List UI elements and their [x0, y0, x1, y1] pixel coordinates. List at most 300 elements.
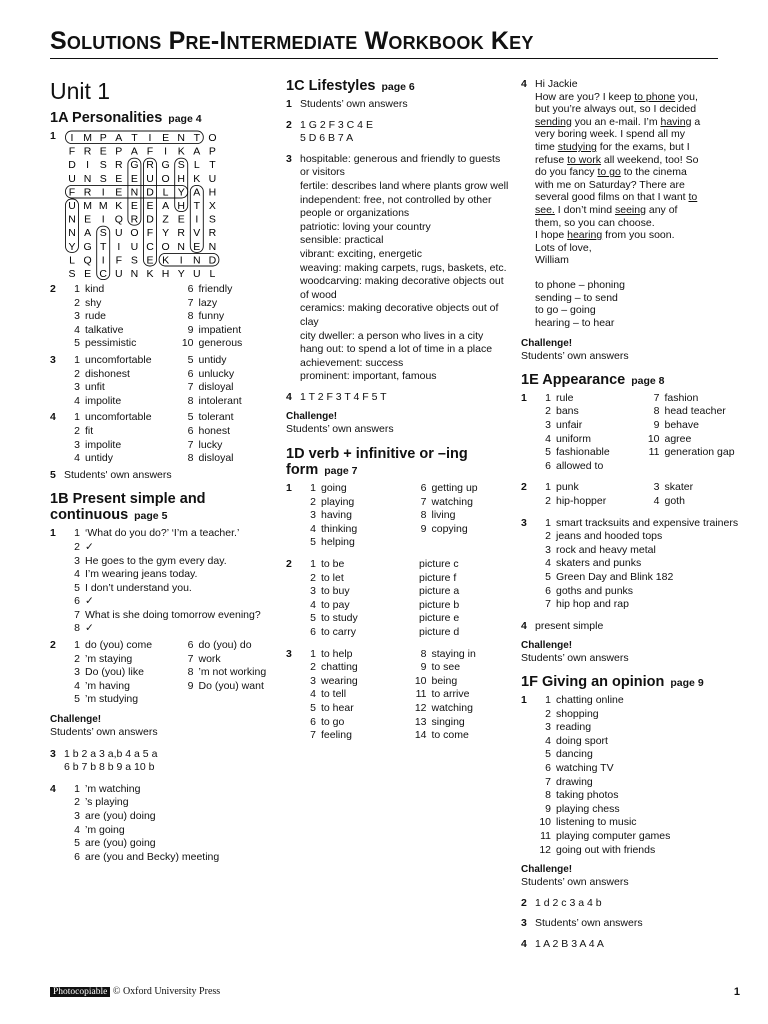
answer-text: fashion	[664, 391, 699, 404]
wordsearch-letter: S	[208, 213, 216, 226]
item-number: 5	[74, 837, 80, 850]
answer-row	[535, 762, 743, 776]
answer-text: singing	[431, 715, 465, 728]
item-number: 7	[310, 729, 316, 742]
item-number: 5	[74, 581, 80, 594]
definition-line: city dweller: a person who lives in a city	[300, 329, 484, 342]
wordsearch-letter: S	[99, 159, 107, 172]
wordsearch-letter: K	[146, 268, 154, 280]
answer-row	[300, 536, 512, 550]
answer-text: to arrive	[431, 688, 470, 701]
wordsearch-letter: P	[99, 132, 107, 144]
answer-text: chatting online	[556, 693, 624, 706]
challenge-answer: Students’ own answers	[521, 350, 629, 363]
item-number: 6	[545, 459, 551, 472]
answer-row	[300, 702, 512, 716]
answer-row	[535, 844, 743, 858]
answer-text: doing sport	[556, 734, 608, 747]
answer-text: tolerant	[198, 411, 234, 424]
item-number: 6	[74, 595, 80, 608]
answer-text: being	[431, 674, 458, 687]
definition-line: woodcarving: making decorative objects out of wood	[300, 275, 504, 301]
corrections-list	[535, 279, 743, 329]
item-number: 2	[545, 707, 551, 720]
answer-text: behave	[664, 419, 699, 432]
section-heading-1a: 1A Personalities page 4	[50, 110, 202, 126]
wordsearch-letter: I	[148, 132, 152, 144]
wordsearch-letter: Y	[68, 240, 76, 253]
item-number: 3	[653, 481, 660, 494]
answer-text	[665, 460, 744, 474]
letter-line: see. I don’t mind seeing any of	[535, 203, 678, 216]
answer-text	[199, 693, 283, 707]
item-number: 7	[545, 775, 551, 788]
answer-text: dancing	[556, 748, 593, 761]
answer-text: to carry	[321, 626, 357, 638]
answer-text: going out with friends	[556, 843, 656, 856]
wordsearch-letter: N	[130, 268, 139, 280]
answer-row	[64, 609, 282, 623]
answer-text	[432, 536, 513, 550]
answer-row	[300, 675, 512, 689]
wordsearch-letter: R	[208, 227, 217, 240]
item-number: 5	[187, 411, 194, 424]
answer-text: playing chess	[556, 802, 620, 815]
answer-row	[535, 830, 743, 844]
item-number: 7	[187, 438, 194, 451]
wordsearch-letter: E	[146, 254, 154, 267]
answer-row	[64, 639, 282, 653]
picture-match: picture a	[419, 585, 460, 598]
wordsearch-letter: V	[193, 227, 201, 240]
definition-line: hospitable: generous and friendly to guests or visitors	[300, 152, 501, 179]
wordsearch-letter: I	[195, 213, 199, 226]
item-number: 11	[648, 446, 660, 459]
letter-line: them, so you can choose.	[535, 216, 655, 229]
answer-text: funny	[198, 310, 225, 323]
wordsearch-letter: M	[83, 200, 92, 212]
wordsearch-letter: Y	[161, 227, 169, 240]
definition-line: weaving: making carpets, rugs, baskets, etc.	[300, 261, 507, 274]
exercise-1f-3: 3 Students’ own answers	[521, 917, 643, 930]
wordsearch-letter: M	[83, 132, 92, 144]
wordsearch-letter: F	[68, 186, 76, 199]
item-number: 4	[74, 394, 80, 407]
item-number: 9	[420, 522, 427, 535]
item-number: 1	[545, 391, 551, 404]
wordsearch-letter: L	[162, 186, 169, 199]
item-number: 4	[310, 522, 316, 535]
answer-text: disloyal	[198, 381, 234, 394]
item-number: 5	[310, 612, 316, 625]
challenge-label: Challenge!	[521, 338, 573, 350]
exercise-1a-2: 2 1 kind 6 friendly 2 shy 7 lazy 3 rude 8 funny 4 talkative 9 impatient 5 pessimistic 10 generous	[50, 283, 282, 351]
answer-text: fashionable	[556, 446, 610, 459]
wordsearch-letter: S	[68, 268, 76, 280]
item-number: 2	[545, 405, 551, 418]
wordsearch-letter: M	[98, 200, 108, 212]
letter-greeting: Hi Jackie	[535, 78, 578, 90]
answer-row	[300, 599, 512, 613]
item-number: 4	[545, 734, 551, 747]
answer-row	[64, 425, 282, 439]
item-number: 3	[310, 585, 316, 598]
answer-row	[300, 572, 512, 586]
answer-text: dishonest	[85, 367, 130, 380]
item-number: 2	[74, 296, 80, 309]
answer-text: ’s playing	[85, 796, 129, 809]
wordsearch-letter: N	[68, 227, 76, 240]
answer-text: pessimistic	[85, 337, 137, 350]
definition-line: achievement: success	[300, 356, 404, 369]
answer-text: to buy	[321, 585, 350, 598]
wordsearch-letter: L	[68, 254, 75, 267]
answer-row	[64, 568, 282, 582]
letter-line: do you fancy to go to the cinema	[535, 166, 687, 179]
answer-row	[535, 776, 743, 790]
item-number: 5	[545, 571, 551, 583]
wordsearch-letter: U	[208, 172, 217, 185]
answer-text: punk	[556, 481, 579, 494]
answer-text: shy	[85, 296, 102, 309]
answer-text: untidy	[198, 353, 227, 366]
answer-row	[535, 544, 743, 558]
letter-body	[535, 91, 743, 267]
answer-text: wearing	[321, 674, 358, 687]
wordsearch-letter: O	[208, 132, 217, 144]
item-number	[640, 460, 660, 474]
answer-row	[300, 688, 512, 702]
exercise-1f-1: 1 1 chatting online 2 shopping 3 reading 4 doing sport 5 dancing 6 watching TV 7 drawing 8 taking photos 9 playing chess 10 listening to music 11 playing computer games 12 going out with friends	[521, 694, 743, 857]
letter-line: with me on Saturday? There are	[535, 178, 685, 191]
answer-row	[535, 708, 743, 722]
wordsearch-letter: O	[130, 227, 139, 240]
error-underline: to phone	[634, 90, 676, 103]
exercise-1e-2: 2 1 punk 3 skater 2 hip-hopper 4 goth	[521, 481, 743, 508]
answer-text: thinking	[321, 522, 358, 535]
definition-line: vibrant: exciting, energetic	[300, 247, 422, 260]
answer-text: listening to music	[556, 816, 637, 829]
answer-row	[535, 816, 743, 830]
answer-text: unfit	[85, 381, 105, 394]
item-number: 4	[74, 568, 80, 581]
wordsearch-letter: F	[115, 254, 122, 267]
answer-row	[535, 392, 743, 406]
item-number: 11	[540, 829, 551, 842]
challenge-label: Challenge!	[286, 411, 338, 423]
item-number: 2	[310, 495, 316, 508]
wordsearch-letter: U	[146, 172, 154, 185]
answer-text: impolite	[85, 438, 122, 451]
answer-row	[300, 558, 512, 572]
wordsearch-letter: I	[179, 254, 183, 267]
wordsearch-letter: A	[83, 227, 91, 240]
answer-text: are (you) doing	[85, 810, 156, 822]
answer-row	[300, 661, 512, 675]
answer-text: kind	[85, 283, 105, 295]
item-number: 6	[310, 626, 316, 638]
answer-text: agree	[664, 432, 692, 445]
item-number: 3	[310, 509, 316, 522]
item-number	[174, 693, 194, 707]
definition-line: hang out: to spend a lot of time in a place	[300, 343, 493, 356]
wordsearch-letter: U	[130, 240, 139, 253]
exercise-1d-3: 3 1 to help 8 staying in 2 chatting 9 to see 3 wearing 10 being 4 to tell 11 to arrive 5 to hear 12 watching 6 to go 13 singing 7 feeling 14 to come	[286, 648, 512, 743]
answer-row	[535, 460, 743, 474]
answer-row	[64, 851, 282, 865]
correction-line: hearing – to hear	[535, 316, 615, 329]
wordsearch-letter: U	[114, 268, 123, 280]
wordsearch-exercise: 1 I M P A T I E N T O F R E P A F I K A P D I S R G R G S L T U N S E E U O H K U F R I E N D L Y A H U M M K E E A H T X N E I Q R D Z E I S N A S U O F Y R V R Y G T I U C O N E N L Q I F S E K I N D S E C U N K H Y U L	[50, 130, 282, 280]
answer-row	[64, 527, 282, 541]
answer-text: ✓	[85, 622, 94, 635]
item-number: 8	[545, 789, 551, 802]
wordsearch-letter: I	[101, 254, 105, 267]
wordsearch-letter: N	[177, 132, 185, 144]
answer-row	[300, 509, 512, 523]
answer-text: going	[321, 482, 347, 495]
answer-text: ’m not working	[198, 666, 267, 679]
item-number: 2	[310, 661, 316, 674]
answer-row	[64, 310, 282, 324]
item-number: 8	[653, 405, 660, 418]
exercise-1f-4: 4 1 A 2 B 3 A 4 A	[521, 937, 604, 950]
answer-text: shopping	[556, 707, 599, 720]
error-underline: to	[688, 191, 698, 204]
answer-text: ’m having	[85, 679, 130, 692]
item-number: 3	[545, 543, 551, 556]
answer-text: watching	[431, 495, 473, 508]
publisher-text: © Oxford University Press	[112, 986, 221, 997]
item-number: 4	[74, 823, 80, 836]
wordsearch-letter: Y	[177, 268, 185, 280]
answer-row	[64, 297, 282, 311]
wordsearch-letter: U	[114, 227, 123, 240]
answer-text: bans	[556, 405, 579, 418]
wordsearch-letter: S	[99, 227, 107, 240]
answer-row	[535, 495, 743, 509]
answer-text: Green Day and Blink 182	[556, 571, 674, 583]
answer-text: reading	[556, 721, 592, 734]
section-heading-1f: 1F Giving an opinion page 9	[521, 673, 704, 690]
answer-text: rule	[556, 391, 574, 404]
item-number: 9	[187, 323, 194, 336]
answer-text: smart tracksuits and expensive trainers	[556, 516, 739, 529]
answer-row	[64, 582, 282, 596]
wordsearch-letter: C	[99, 268, 107, 280]
answer-text: to come	[431, 729, 469, 742]
exercise-1f-2: 2 1 d 2 c 3 a 4 b	[521, 896, 602, 909]
answer-row	[300, 648, 512, 662]
answer-text: intolerant	[198, 394, 242, 407]
answer-text: having	[321, 509, 352, 522]
item-number: 5	[310, 536, 316, 549]
item-number: 8	[187, 452, 194, 465]
definition-line: prominent: important, famous	[300, 370, 437, 383]
wordsearch-letter: I	[117, 240, 121, 253]
wordsearch-letter: F	[146, 227, 154, 240]
item-number: 8	[74, 622, 80, 635]
wordsearch-letter: X	[208, 200, 216, 212]
wordsearch-letter: K	[193, 172, 201, 185]
letter-line: several good films on that I want to	[535, 191, 698, 204]
item-number: 2	[74, 540, 80, 553]
exercise-1d-4: 4 Hi Jackie How are you? I keep to phone you, but you’re always out, so I decided sending you an e-mail. I’m having a very boring week. I spend all my time studying for the exams, but I refuse to work all weekend, too! So do you fancy to go to the cinema with me on Saturday? There are several good films on that I want to see. I don’t mind seeing any of them, so you can choose. I hope hearing from you soon. Lots of love, William to phone – phoning sending – to send to go – going hearing – to hear	[521, 78, 743, 329]
answer-row	[300, 626, 512, 640]
answer-row	[64, 337, 282, 351]
page-number: 1	[733, 986, 740, 998]
wordsearch-letter: Y	[177, 186, 185, 199]
item-number: 1	[74, 639, 80, 652]
answer-row	[535, 557, 743, 571]
answer-row	[64, 354, 282, 368]
answer-text: copying	[431, 522, 468, 535]
picture-match: picture d	[419, 626, 460, 638]
definition-line: sensible: practical	[300, 234, 384, 247]
challenge-label: Challenge!	[521, 640, 573, 652]
item-number: 4	[310, 598, 316, 611]
exercise-1c-3: 3 hospitable: generous and friendly to guests or visitors fertile: describes land where plants grow well independent: free, not controlled by other people or organizations patriotic: loving your country sensible: practical vibrant: exciting, energetic weaving: making carpets, rugs, baskets, etc. woodcarving: making decorative objects out of wood ceramics: making decorative objects out of clay city dweller: a person who lives in a city hang out: to spend a lot of time in a place achievement: success prominent: important, famous	[286, 153, 512, 384]
error-underline: sending	[535, 115, 572, 128]
wordsearch-letter: N	[83, 172, 92, 185]
answer-row	[300, 496, 512, 510]
letter-line: time studying for the exams, but I	[535, 140, 690, 153]
exercise-1e-3: 3 1 smart tracksuits and expensive trainers 2 jeans and hooded tops 3 rock and heavy metal 4 skaters and punks 5 Green Day and Blink 182 6 goths and punks 7 hip hop and rap	[521, 517, 743, 612]
letter-line: How are you? I keep to phone you,	[535, 90, 698, 103]
answer-row	[300, 585, 512, 599]
picture-match: picture e	[419, 612, 460, 625]
item-number: 3	[74, 438, 80, 451]
answer-row	[535, 803, 743, 817]
wordsearch-letter: R	[83, 145, 92, 158]
document-title: Solutions Pre-Intermediate Workbook Key	[50, 27, 718, 59]
exercise-1c-4: 4 1 T 2 F 3 T 4 F 5 T	[286, 390, 387, 403]
wordsearch-letter: E	[193, 240, 201, 253]
item-number: 7	[187, 381, 194, 394]
exercise-1a-3: 3 1 uncomfortable 5 untidy 2 dishonest 6 unlucky 3 unfit 7 disloyal 4 impolite 8 intolerant	[50, 354, 282, 408]
item-number: 1	[545, 693, 551, 706]
wordsearch-letter: S	[130, 254, 138, 267]
answer-text: to go	[321, 715, 345, 728]
wordsearch-letter: E	[177, 213, 185, 226]
answer-text: ’m watching	[85, 782, 141, 795]
wordsearch-letter: P	[208, 145, 216, 158]
item-number: 6	[420, 482, 427, 495]
wordsearch-letter: E	[130, 200, 138, 212]
wordsearch-letter: A	[161, 200, 169, 212]
letter-line: but you’re always out, so I decided	[535, 103, 697, 116]
wordsearch-letter: E	[83, 268, 91, 280]
answer-row	[64, 595, 282, 609]
item-number: 3	[310, 674, 316, 687]
wordsearch-letter: U	[68, 200, 76, 212]
answer-row	[535, 598, 743, 612]
item-number: 4	[74, 323, 80, 336]
wordsearch-letter: N	[192, 254, 201, 267]
answer-text: He goes to the gym every day.	[85, 554, 227, 567]
item-number: 9	[545, 802, 551, 815]
letter-line: William	[535, 254, 569, 267]
item-number: 1	[74, 353, 80, 366]
wordsearch-letter: D	[146, 186, 154, 199]
wordsearch-letter: K	[161, 254, 169, 267]
column-2	[286, 78, 512, 743]
item-number: 2	[545, 530, 551, 543]
answer-row	[535, 405, 743, 419]
answer-text: getting up	[431, 482, 478, 495]
wordsearch-letter: U	[68, 172, 76, 185]
answer-row	[535, 446, 743, 460]
answer-row	[64, 653, 282, 667]
wordsearch-letter: F	[68, 145, 76, 158]
exercise-1a-4: 4 1 uncomfortable 5 tolerant 2 fit 6 honest 3 impolite 7 lucky 4 untidy 8 disloyal	[50, 411, 282, 465]
answer-text: to help	[321, 647, 353, 660]
wordsearch-letter: Z	[162, 213, 169, 226]
answer-text: lazy	[198, 296, 218, 309]
answer-text: work	[198, 652, 221, 665]
answer-text: Do (you) like	[85, 666, 144, 679]
answer-row	[64, 680, 282, 694]
item-number: 11	[415, 688, 427, 701]
wordsearch-letter: E	[115, 172, 123, 185]
item-number: 3	[545, 721, 551, 734]
item-number: 6	[310, 715, 316, 728]
answer-row	[535, 433, 743, 447]
answer-row	[64, 693, 282, 707]
item-number: 3	[74, 381, 80, 394]
answer-text: generation gap	[664, 446, 735, 459]
correction-line: sending – to send	[535, 291, 618, 304]
item-number: 8	[420, 509, 427, 522]
answer-text: do (you) do	[198, 639, 252, 652]
exercise-1d-1: 1 1 going 6 getting up 2 playing 7 watching 3 having 8 living 4 thinking 9 copying 5 helping	[286, 482, 512, 550]
definition-line: ceramics: making decorative objects out of clay	[300, 302, 499, 328]
wordsearch-letter: Q	[83, 254, 92, 267]
answer-row	[64, 837, 282, 851]
item-number: 6	[187, 424, 194, 437]
answer-row	[535, 530, 743, 544]
error-underline: hearing	[567, 229, 603, 242]
answer-text: impolite	[85, 394, 122, 407]
item-number: 3	[74, 810, 80, 822]
wordsearch-letter: A	[193, 186, 201, 199]
wordsearch-letter: R	[130, 213, 139, 226]
item-number: 1	[310, 482, 316, 495]
wordsearch-letter: A	[193, 145, 201, 158]
wordsearch-letter: I	[70, 132, 74, 144]
item-number: 8	[187, 394, 194, 407]
answer-text: unlucky	[198, 367, 235, 380]
answer-text: talkative	[85, 323, 124, 336]
wordsearch-letter: N	[68, 213, 76, 226]
wordsearch-letter: T	[193, 200, 200, 212]
answer-row	[535, 585, 743, 599]
wordsearch-letter: C	[146, 240, 154, 253]
wordsearch-letter: K	[177, 145, 185, 158]
exercise-1b-4: 4 1 ’m watching 2 ’s playing 3 are (you) doing 4 ’m going 5 are (you) going 6 are (you and Becky) meeting	[50, 783, 282, 865]
picture-match: picture b	[419, 598, 460, 611]
item-number: 5	[310, 701, 316, 714]
answer-text: helping	[321, 536, 355, 549]
wordsearch-letter: E	[146, 200, 154, 212]
error-underline: to work	[567, 153, 601, 166]
wordsearch-letter: T	[209, 159, 216, 172]
item-number: 1	[74, 782, 80, 795]
exercise-1e-1: 1 1 rule 7 fashion 2 bans 8 head teacher 3 unfair 9 behave 4 uniform 10 agree 5 fashionable 11 generation gap 6 allowed to	[521, 392, 743, 474]
answer-row	[535, 721, 743, 735]
exercise-1b-3: 3 1 b 2 a 3 a,b 4 a 5 a 6 b 7 b 8 b 9 a 10 b	[50, 747, 158, 774]
item-number: 2	[74, 367, 80, 380]
